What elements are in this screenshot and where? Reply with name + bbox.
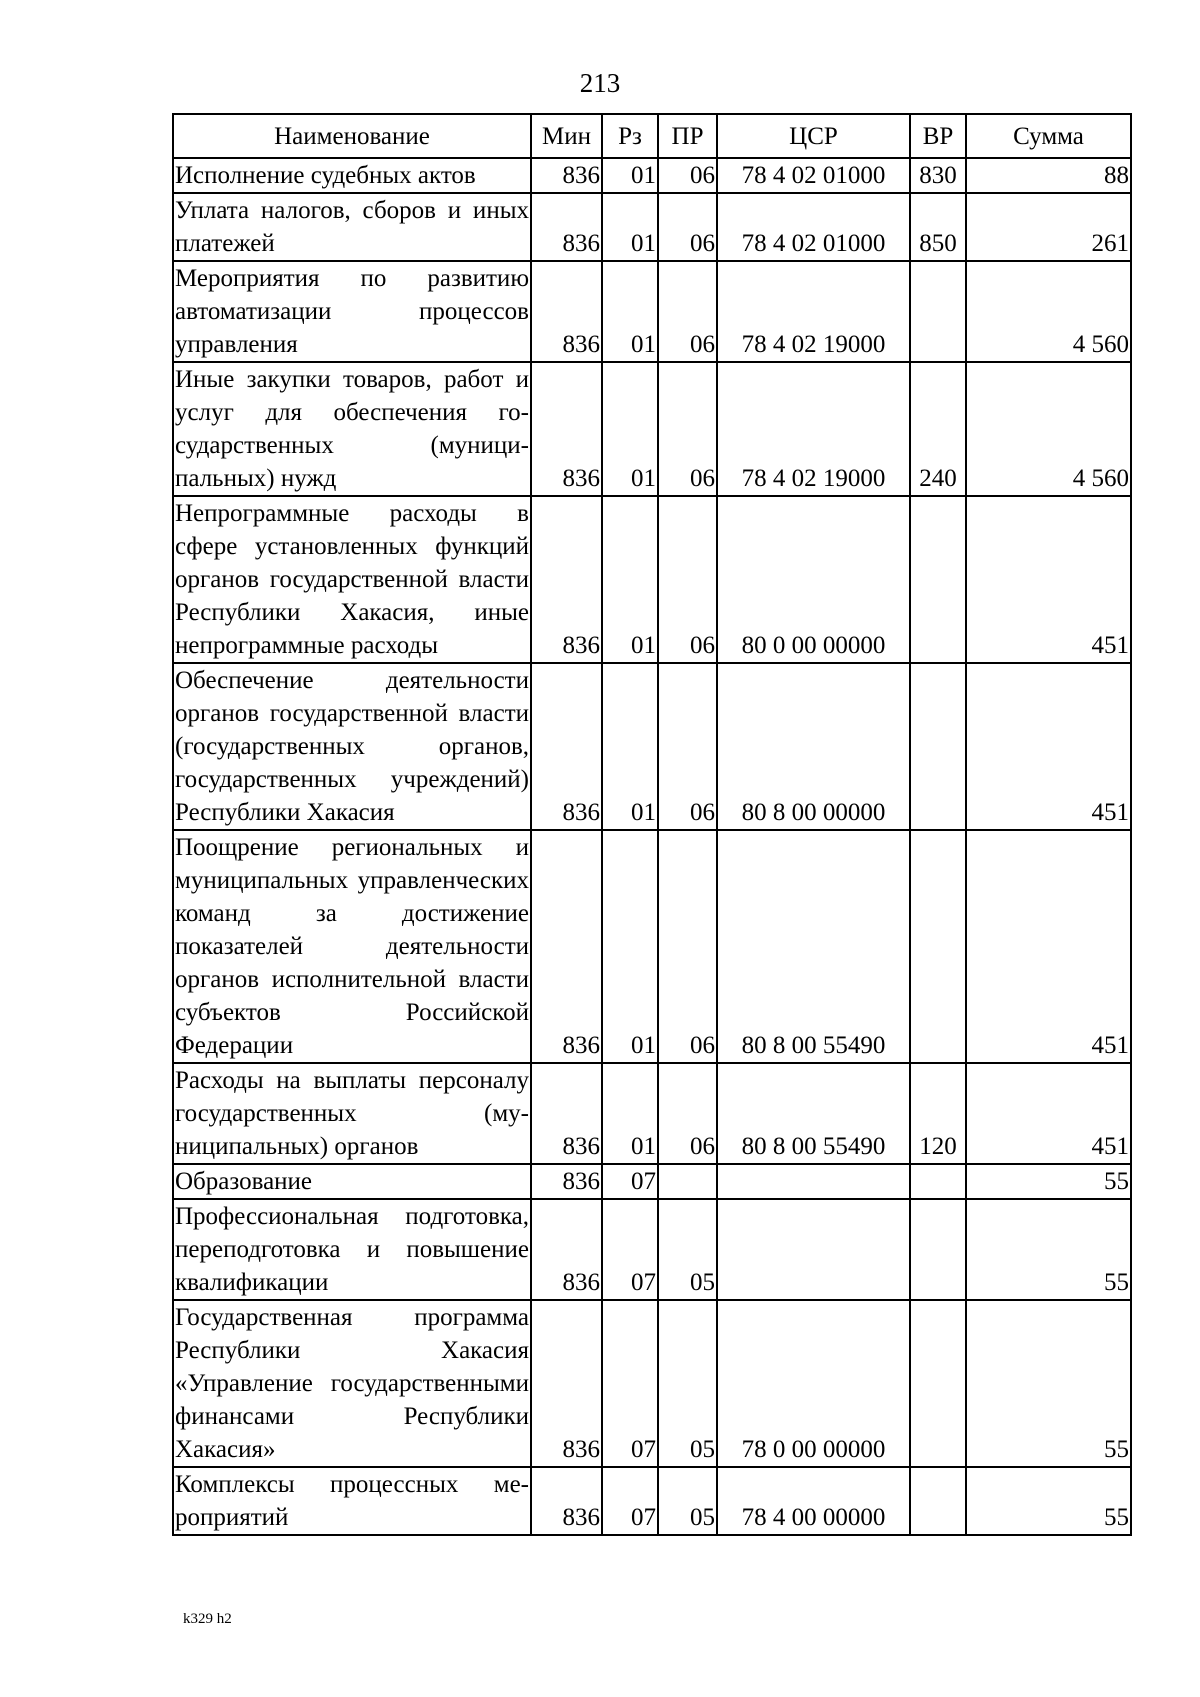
cell-name: Расходы на выплаты персоналу государственных (муниципальных) органов <box>173 1063 531 1164</box>
table-row <box>173 1063 1131 1164</box>
header-rz: Рз <box>602 114 658 158</box>
cell-vr <box>910 1467 966 1535</box>
cell-min: 836 <box>531 158 602 193</box>
cell-vr: 850 <box>910 193 966 261</box>
cell-name: Государственная программа Республики Хакасия «Управление государственными финансами Республики Хакасия» <box>173 1300 531 1467</box>
header-name: Наименование <box>173 114 531 158</box>
cell-csr: 78 0 00 00000 <box>717 1300 910 1467</box>
cell-vr <box>910 496 966 663</box>
cell-min: 836 <box>531 261 602 362</box>
cell-name: Обеспечение деятельности органов государственной власти (государственных органов, государственных учреждений) Республики Хакасия <box>173 663 531 830</box>
cell-csr: 80 8 00 55490 <box>717 1063 910 1164</box>
cell-vr <box>910 663 966 830</box>
table-body <box>173 158 1131 1535</box>
cell-name: Мероприятия по развитию автоматизации процессов управления <box>173 261 531 362</box>
cell-rz: 01 <box>602 261 658 362</box>
cell-pr: 06 <box>658 261 717 362</box>
cell-sum: 55 <box>966 1467 1131 1535</box>
cell-vr <box>910 1199 966 1300</box>
cell-rz: 01 <box>602 193 658 261</box>
cell-csr: 80 8 00 00000 <box>717 663 910 830</box>
cell-pr: 06 <box>658 830 717 1063</box>
cell-rz: 01 <box>602 158 658 193</box>
table-row <box>173 1300 1131 1467</box>
cell-name: Уплата налогов, сборов и иных платежей <box>173 193 531 261</box>
cell-min: 836 <box>531 193 602 261</box>
cell-pr: 06 <box>658 1063 717 1164</box>
cell-min: 836 <box>531 1199 602 1300</box>
cell-sum: 4 560 <box>966 362 1131 496</box>
cell-rz: 07 <box>602 1164 658 1199</box>
table-row <box>173 663 1131 830</box>
cell-min: 836 <box>531 663 602 830</box>
table-row <box>173 1199 1131 1300</box>
cell-pr: 05 <box>658 1199 717 1300</box>
cell-pr <box>658 1164 717 1199</box>
cell-csr: 78 4 02 01000 <box>717 158 910 193</box>
table-row <box>173 261 1131 362</box>
cell-csr <box>717 1164 910 1199</box>
cell-sum: 451 <box>966 496 1131 663</box>
header-vr: ВР <box>910 114 966 158</box>
cell-pr: 06 <box>658 663 717 830</box>
budget-table <box>172 113 1132 1536</box>
cell-name: Непрограммные расходы в сфере установленных функций органов государственной власти Республики Хакасия, иные непрограммные расходы <box>173 496 531 663</box>
cell-pr: 05 <box>658 1467 717 1535</box>
table-row <box>173 362 1131 496</box>
cell-pr: 06 <box>658 193 717 261</box>
cell-sum: 55 <box>966 1300 1131 1467</box>
cell-rz: 01 <box>602 663 658 830</box>
cell-rz: 01 <box>602 1063 658 1164</box>
cell-vr <box>910 1164 966 1199</box>
cell-sum: 55 <box>966 1199 1131 1300</box>
cell-sum: 4 560 <box>966 261 1131 362</box>
cell-vr <box>910 1300 966 1467</box>
table-row <box>173 158 1131 193</box>
cell-pr: 06 <box>658 362 717 496</box>
cell-csr: 78 4 02 19000 <box>717 261 910 362</box>
cell-pr: 06 <box>658 496 717 663</box>
cell-rz: 07 <box>602 1467 658 1535</box>
cell-rz: 01 <box>602 496 658 663</box>
cell-csr: 78 4 00 00000 <box>717 1467 910 1535</box>
cell-pr: 06 <box>658 158 717 193</box>
cell-rz: 01 <box>602 830 658 1063</box>
cell-rz: 07 <box>602 1199 658 1300</box>
page-number: 213 <box>579 68 621 98</box>
cell-sum: 261 <box>966 193 1131 261</box>
cell-name: Иные закупки товаров, работ и услуг для обеспечения государственных (муниципальных) нужд <box>173 362 531 496</box>
cell-min: 836 <box>531 830 602 1063</box>
header-pr: ПР <box>658 114 717 158</box>
cell-csr: 80 8 00 55490 <box>717 830 910 1063</box>
cell-min: 836 <box>531 1467 602 1535</box>
cell-rz: 07 <box>602 1300 658 1467</box>
cell-min: 836 <box>531 496 602 663</box>
table-header-row <box>173 114 1131 158</box>
header-csr: ЦСР <box>717 114 910 158</box>
cell-vr <box>910 261 966 362</box>
cell-sum: 88 <box>966 158 1131 193</box>
footer-code: k329 h2 <box>183 1611 232 1627</box>
table-row <box>173 193 1131 261</box>
cell-vr <box>910 830 966 1063</box>
cell-name: Комплексы процессных мероприятий <box>173 1467 531 1535</box>
cell-sum: 55 <box>966 1164 1131 1199</box>
cell-vr: 240 <box>910 362 966 496</box>
cell-csr <box>717 1199 910 1300</box>
cell-pr: 05 <box>658 1300 717 1467</box>
cell-name: Профессиональная подготовка, переподготовка и повышение квалификации <box>173 1199 531 1300</box>
cell-min: 836 <box>531 1164 602 1199</box>
cell-csr: 78 4 02 19000 <box>717 362 910 496</box>
cell-min: 836 <box>531 1063 602 1164</box>
cell-sum: 451 <box>966 1063 1131 1164</box>
cell-min: 836 <box>531 1300 602 1467</box>
cell-sum: 451 <box>966 830 1131 1063</box>
cell-min: 836 <box>531 362 602 496</box>
cell-csr: 78 4 02 01000 <box>717 193 910 261</box>
table-row <box>173 1164 1131 1199</box>
table-row <box>173 1467 1131 1535</box>
cell-name: Исполнение судебных актов <box>173 158 531 193</box>
table-row <box>173 830 1131 1063</box>
cell-sum: 451 <box>966 663 1131 830</box>
table-row <box>173 496 1131 663</box>
header-min: Мин <box>531 114 602 158</box>
cell-vr: 120 <box>910 1063 966 1164</box>
cell-csr: 80 0 00 00000 <box>717 496 910 663</box>
cell-name: Образование <box>173 1164 531 1199</box>
cell-vr: 830 <box>910 158 966 193</box>
cell-name: Поощрение региональных и муниципальных управленческих команд за достижение показателей деятельности органов исполнительной власти субъектов Российской Федерации <box>173 830 531 1063</box>
cell-rz: 01 <box>602 362 658 496</box>
header-sum: Сумма <box>966 114 1131 158</box>
